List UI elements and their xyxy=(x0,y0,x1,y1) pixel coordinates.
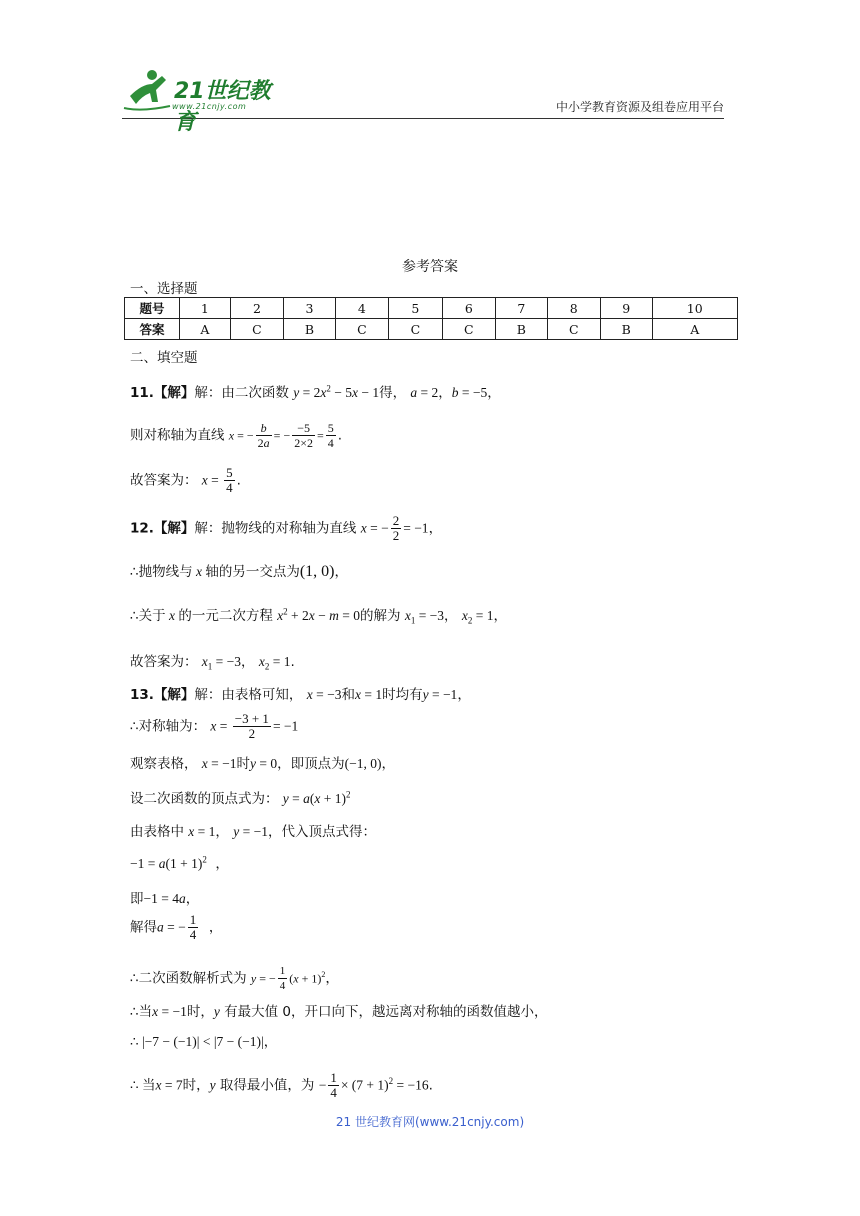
text: 观察表格， xyxy=(130,756,198,772)
q11-line1: 11.【解】解：由二次函数 $y = 2x^2 - 5x - 1$得， a = 2，b = −5， xyxy=(130,383,501,401)
logo-url: www.21cnjy.com xyxy=(172,102,247,111)
cell-number: 9 xyxy=(601,298,652,319)
q11-line3: 故答案为： x = $\frac{5}{4}$ . xyxy=(130,465,241,495)
cell-number: 10 xyxy=(652,298,738,319)
table-row-numbers xyxy=(125,298,738,319)
cell-number: 2 xyxy=(230,298,283,319)
q13-line12: ∴ 当x = 7时，y 取得最小值，为 − $\frac{1}{4}$ × $(7 + 1)^2 = -16$. xyxy=(130,1070,433,1100)
q12-line1: 12.【解】解：抛物线的对称轴为直线 x = − $\frac{2}{2}$ = −1， xyxy=(130,513,443,543)
text: ∴对称轴为： xyxy=(130,718,207,735)
cell-answer: B xyxy=(601,319,652,340)
q13-line4: 设二次函数的顶点式为： $y = a(x + 1)^2$ xyxy=(130,789,351,807)
text: 取得最小值，为 xyxy=(219,1077,315,1094)
row-label-number: 题号 xyxy=(125,298,180,319)
cell-answer: A xyxy=(180,319,231,340)
logo-text: 21世纪教育 xyxy=(174,79,271,135)
q12-line4: 故答案为： $x_1 = -3$， $x_2 = 1$. xyxy=(130,654,295,672)
text: 的一元二次方程 xyxy=(178,608,273,624)
q13-line6: $-1 = a(1 + 1)^2$ ， xyxy=(130,854,229,872)
table-row-answers xyxy=(125,319,738,340)
cell-number: 7 xyxy=(496,298,547,319)
text: 解：由二次函数 xyxy=(194,385,289,401)
section-fill-blank: 二、填空题 xyxy=(130,350,198,366)
text: ∴抛物线与 xyxy=(130,564,193,580)
text: 解得 xyxy=(130,919,157,936)
q13-line11: ∴ |−7 − (−1)| < |7 − (−1)|， xyxy=(130,1034,278,1050)
text: ∴当 xyxy=(130,1004,153,1020)
q11-number: 11.【解】 xyxy=(130,385,195,401)
text: 和 xyxy=(341,687,355,703)
text: ∴关于 xyxy=(130,608,166,624)
cell-answer: C xyxy=(389,319,442,340)
page-header xyxy=(122,66,724,135)
page-footer: 21 世纪教育网(www.21cnjy.com) xyxy=(335,1115,525,1129)
q13-line1: 13.【解】解：由表格可知， x = −3和x = 1时均有y = −1， xyxy=(130,687,471,703)
cell-answer: C xyxy=(230,319,283,340)
text: ，代入顶点式得： xyxy=(267,824,376,840)
text: 时， xyxy=(186,1004,214,1020)
cell-number: 1 xyxy=(180,298,231,319)
text: 轴的另一交点为 xyxy=(205,564,300,580)
page-title: 参考答案 xyxy=(402,259,458,275)
q12-number: 12.【解】 xyxy=(130,520,195,537)
text: 由表格中 xyxy=(130,824,184,840)
q12-line2: ∴抛物线与 x 轴的另一交点为(1, 0)， xyxy=(130,563,348,580)
text: ∴二次函数解析式为 xyxy=(130,970,247,987)
cell-answer: C xyxy=(442,319,495,340)
q13-line7: 即−1 = 4a， xyxy=(130,891,200,907)
cell-answer: B xyxy=(496,319,547,340)
q13-number: 13.【解】 xyxy=(130,687,195,703)
q13-line9: ∴二次函数解析式为 y = − $\frac{1}{4}$ $(x + 1)^2$， xyxy=(130,965,339,992)
answer-table xyxy=(124,297,738,340)
text: 有最大值 0，开口向下，越远离对称轴的函数值越小， xyxy=(224,1004,548,1020)
text: 解：抛物线的对称轴为直线 xyxy=(194,520,357,537)
text: 故答案为： xyxy=(130,472,198,489)
row-label-answer: 答案 xyxy=(125,319,180,340)
cell-answer: C xyxy=(547,319,600,340)
cell-number: 3 xyxy=(284,298,335,319)
text: 时， xyxy=(182,1077,210,1094)
q12-line3: ∴关于 x 的一元二次方程 $x^2 + 2x - m = 0$的解为 $x_1 = -3$， $x_2 = 1$， xyxy=(130,606,507,626)
q13-line5: 由表格中 x = 1， y = −1，代入顶点式得： xyxy=(130,824,376,840)
cell-number: 4 xyxy=(335,298,388,319)
text: 的解为 xyxy=(360,608,401,624)
q11-line2: 则对称轴为直线 x = − $\frac{b}{2a}$ = − $\frac{-5}{2\times 2}$ = $\frac{5}{4}$ . xyxy=(130,421,343,450)
q13-line10: ∴当x = −1时，y 有最大值 0，开口向下，越远离对称轴的函数值越小， xyxy=(130,1004,548,1020)
cell-number: 5 xyxy=(389,298,442,319)
cell-answer: B xyxy=(284,319,335,340)
text: 时均有 xyxy=(382,687,423,703)
cell-answer: A xyxy=(652,319,738,340)
text: 故答案为： xyxy=(130,654,198,670)
q13-line8: 解得a = − $\frac{1}{4}$ ， xyxy=(130,912,223,942)
text: 即 xyxy=(130,891,144,907)
cell-number: 6 xyxy=(442,298,495,319)
runner-logo-icon xyxy=(122,66,174,114)
text: 设二次函数的顶点式为： xyxy=(130,791,279,807)
text: 则对称轴为直线 xyxy=(130,427,225,444)
text: 得， xyxy=(379,385,407,401)
platform-name: 中小学教育资源及组卷应用平台 xyxy=(555,100,724,114)
q13-line2: ∴对称轴为： x = $\frac{-3 + 1}{2}$ = −1 xyxy=(130,711,299,741)
text: 解：由表格可知， xyxy=(194,687,303,703)
site-logo xyxy=(122,66,292,135)
text: 时 xyxy=(236,756,251,772)
section-multiple-choice: 一、选择题 xyxy=(130,281,198,297)
cell-number: 8 xyxy=(547,298,600,319)
q13-line3: 观察表格， x = −1时y = 0，即顶点为(−1, 0)， xyxy=(130,756,396,772)
text: ，即顶点为 xyxy=(277,756,345,772)
cell-answer: C xyxy=(335,319,388,340)
